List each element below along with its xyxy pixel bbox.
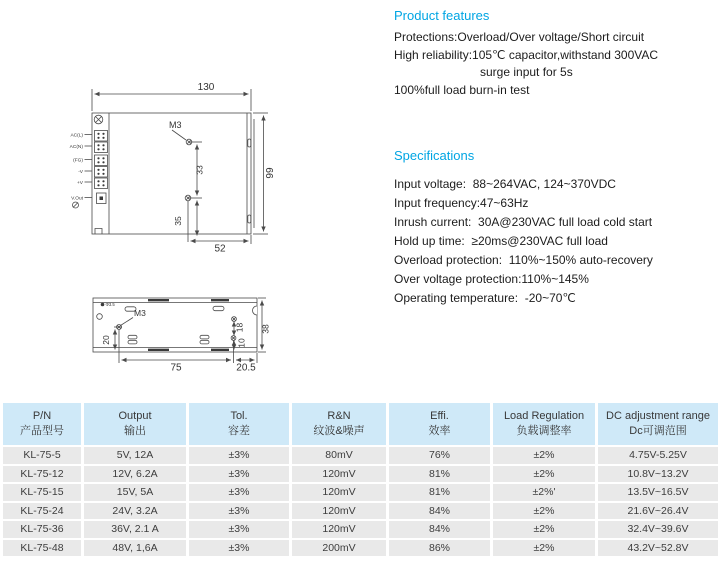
table-cell: 80mV [292,447,386,464]
table-cell: KL-75-15 [3,484,81,501]
spec-line: Input voltage: 88~264VAC, 124~370VDC [394,177,616,191]
table-cell: 81% [389,466,490,483]
column-header-load-regulation: Load Regulation 负载调整率 [493,403,595,445]
product-features-section [394,8,719,99]
terminal-block [95,131,108,142]
table-row [3,447,718,464]
feature-line: High reliability:105℃ capacitor,withstand 300VAC [394,47,659,62]
table-cell: 13.5V~16.5V [598,484,718,501]
terminal-label: AC(L) [70,133,83,139]
dim-hole-bottom-label: 35 [173,216,183,226]
table-cell: 15V, 5A [84,484,186,501]
mounting-hole [232,317,237,322]
table-cell: ±3% [189,540,289,557]
table-cell: ±2% [493,466,595,483]
table-cell: 76% [389,447,490,464]
table-cell: 84% [389,521,490,538]
column-header-tol: Tol. 容差 [189,403,289,445]
table-cell: 86% [389,540,490,557]
table-cell: 32.4V~39.6V [598,521,718,538]
table-cell: 120mV [292,466,386,483]
case-outline [92,113,251,234]
table-header-row [3,403,718,445]
table-cell: ±3% [189,447,289,464]
table-cell: 84% [389,503,490,520]
terminal-block [95,155,108,166]
hole-size-label: Φ3.5 [105,302,115,307]
table-cell: ±2% [493,540,595,557]
spec-line: Inrush current: 30A@230VAC full load cold start [394,215,653,229]
spec-line: Over voltage protection:110%~145% [394,272,589,286]
table-cell: 120mV [292,503,386,520]
feature-line: surge input for 5s [480,65,573,79]
terminal-label: -V [78,170,83,175]
dim-right-edge-label: 10 [236,338,247,348]
table-row [3,503,718,520]
dim-depth-label: 38 [260,324,271,334]
table-cell: KL-75-24 [3,503,81,520]
terminal-label: (FG) [73,158,83,164]
dim-left-label: 20 [101,335,111,345]
table-cell: ±3% [189,484,289,501]
dim-right-spacing-label: 18 [234,322,245,333]
spec-line: Input frequency:47~63Hz [394,196,529,210]
table-cell: ±2% [493,447,595,464]
table-cell: KL-75-36 [3,521,81,538]
column-header-output: Output 输出 [84,403,186,445]
screw-size-label: M3 [134,308,146,318]
table-cell: KL-75-48 [3,540,81,557]
pilot-hole [101,303,105,307]
specifications-section [394,148,719,308]
table-cell: KL-75-5 [3,447,81,464]
table-cell: 81% [389,484,490,501]
column-header-rn: R&N 纹波&噪声 [292,403,386,445]
table-cell: 43.2V~52.8V [598,540,718,557]
screwdriver-icon [73,202,79,208]
bottom-view [93,298,271,374]
table-cell: KL-75-12 [3,466,81,483]
spec-line: Hold up time: ≥20ms@230VAC full load [394,234,608,248]
dim-hole-right-label: 52 [214,243,226,255]
table-cell: 36V, 2.1 A [84,521,186,538]
dim-right-offset-label: 20.5 [236,362,256,374]
dimension-drawing [30,75,380,395]
table-cell: ±3% [189,466,289,483]
dim-height-label: 99 [265,167,276,179]
terminal-block [95,178,108,189]
table-cell: ±3% [189,503,289,520]
screw-size-label: M3 [169,120,182,130]
table-cell: 5V, 12A [84,447,186,464]
table-cell: 120mV [292,484,386,501]
table-cell: ±2%' [493,484,595,501]
mounting-hole [231,336,236,341]
table-cell: 4.75V-5.25V [598,447,718,464]
table-cell: 200mV [292,540,386,557]
model-table [0,401,721,558]
table-cell: ±2% [493,521,595,538]
table-cell: ±3% [189,521,289,538]
feature-line: Protections:Overload/Over voltage/Short circuit [394,30,645,44]
terminal-label: +V [76,181,83,186]
table-cell: 21.6V~26.4V [598,503,718,520]
feature-line: 100%full load burn-in test [394,82,530,97]
spec-line: Overload protection: 110%~150% auto-recovery [394,253,653,267]
terminal-block [95,167,108,178]
terminal-label: AC(N) [69,145,83,150]
dim-hole-spacing-label: 33 [194,165,205,175]
model-table-section [0,401,721,558]
column-header-dc-adjustment-range: DC adjustment range Dc可调范围 [598,403,718,445]
table-row [3,466,718,483]
table-cell: ±2% [493,503,595,520]
dim-span-label: 75 [170,362,182,374]
product-features-title: Product features [394,8,490,23]
table-cell: 48V, 1,6A [84,540,186,557]
table-row [3,540,718,557]
table-row [3,484,718,501]
table-cell: 12V, 6.2A [84,466,186,483]
table-row [3,521,718,538]
front-view [70,82,276,255]
table-cell: 24V, 3.2A [84,503,186,520]
table-cell: 120mV [292,521,386,538]
column-header-effi: Effi. 效率 [389,403,490,445]
spec-line: Operating temperature: -20~70℃ [394,291,576,305]
voltage-adjust-pot [97,193,107,204]
dim-width-label: 130 [197,82,215,93]
terminal-block [95,142,108,153]
column-header-pn: P/N 产品型号 [3,403,81,445]
terminal-label: V.Out [71,196,83,202]
specifications-title: Specifications [394,148,475,163]
table-cell: 10.8V~13.2V [598,466,718,483]
